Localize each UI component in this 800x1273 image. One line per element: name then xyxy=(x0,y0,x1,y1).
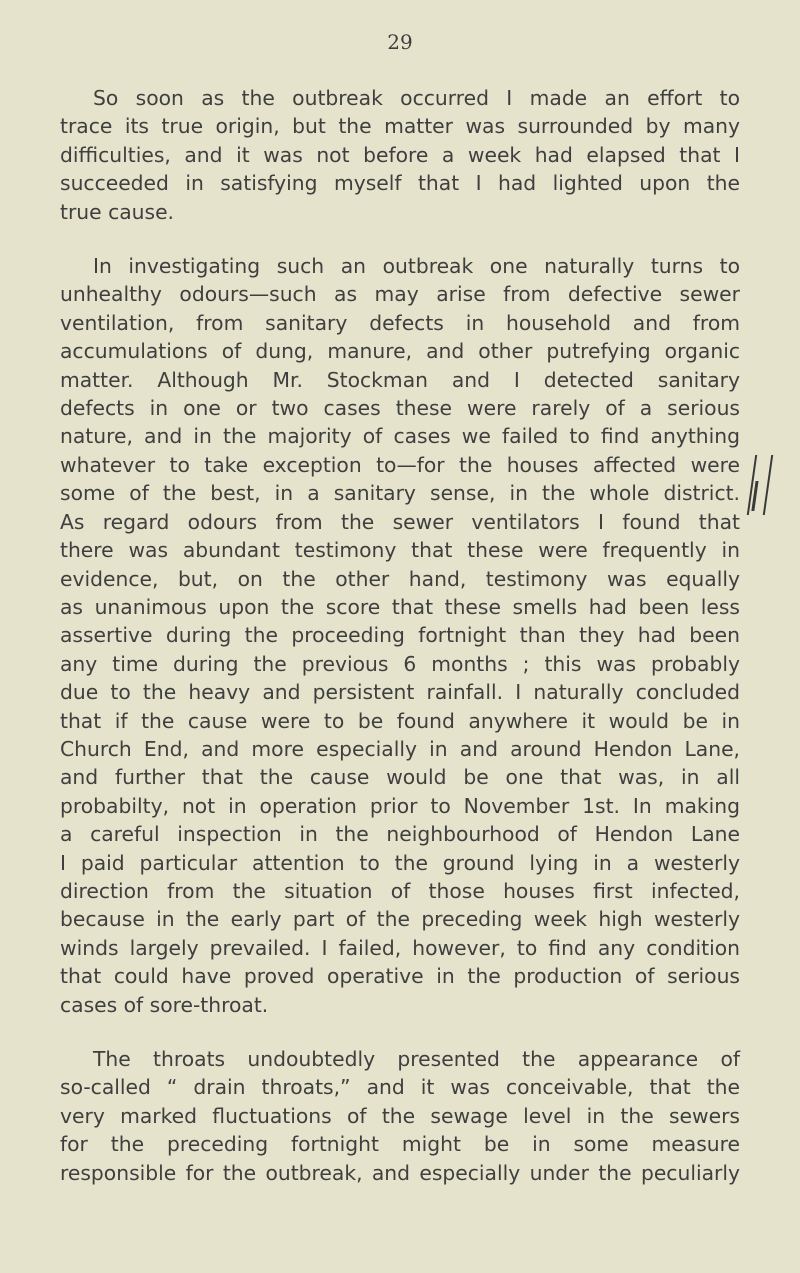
paragraph-gap xyxy=(60,226,740,252)
text-line: succeeded in satisfying myself that I had lighted upon the xyxy=(60,171,740,196)
text-line: because in the early part of the preceding week high westerly xyxy=(60,907,740,932)
text-line: accumulations of dung, manure, and other putrefying organic xyxy=(60,339,740,364)
text-line: whatever to take exception to—for the houses affected were xyxy=(60,452,740,477)
page-number: 29 xyxy=(387,30,413,54)
text-line: due to the heavy and persistent rainfall. I naturally concluded xyxy=(60,680,740,705)
text-line: a careful inspection in the neighbourhood of Hendon Lane xyxy=(60,822,740,847)
text-line: evidence, but, on the other hand, testimony was equally xyxy=(60,566,740,591)
text-line: In investigating such an outbreak one naturally turns to xyxy=(93,254,740,279)
text-line: nature, and in the majority of cases we failed to find anything xyxy=(60,424,740,449)
paragraph-3 xyxy=(60,1045,740,1187)
text-line: responsible for the outbreak, and especially under the peculiarly xyxy=(60,1160,740,1185)
text-line: very marked fluctuations of the sewage level in the sewers xyxy=(60,1103,740,1128)
paragraph-2 xyxy=(60,252,740,1019)
text-line: probabilty, not in operation prior to November 1st. In making xyxy=(60,793,740,818)
handwritten-margin-mark xyxy=(747,455,773,515)
text-line: Church End, and more especially in and around Hendon Lane, xyxy=(60,736,740,761)
text-line: there was abundant testimony that these were frequently in xyxy=(60,538,740,563)
text-line: and further that the cause would be one that was, in all xyxy=(60,765,740,790)
text-line: cases of sore-throat. xyxy=(60,992,269,1017)
text-line: The throats undoubtedly presented the appearance of xyxy=(93,1047,740,1071)
text-line: matter. Although Mr. Stockman and I detected sanitary xyxy=(60,367,740,392)
text-line: unhealthy odours—such as may arise from defective sewer xyxy=(60,282,740,307)
text-line: as unanimous upon the score that these smells had been less xyxy=(60,594,740,619)
text-line: that if the cause were to be found anywhere it would be in xyxy=(60,708,740,733)
text-line: assertive during the proceeding fortnight than they had been xyxy=(60,623,740,648)
text-line: for the preceding fortnight might be in some measure xyxy=(60,1132,740,1157)
body-text xyxy=(60,84,740,1187)
text-line: some of the best, in a sanitary sense, in the whole district. xyxy=(60,481,740,506)
text-line: I paid particular attention to the ground lying in a westerly xyxy=(60,850,740,875)
text-line: ventilation, from sanitary defects in household and from xyxy=(60,310,740,335)
text-line: true cause. xyxy=(60,199,174,224)
text-line: As regard odours from the sewer ventilators I found that xyxy=(60,509,740,534)
text-line: winds largely prevailed. I failed, however, to find any condition xyxy=(60,935,740,960)
text-line: trace its true origin, but the matter was surrounded by many xyxy=(60,114,740,139)
paragraph-1 xyxy=(60,84,740,226)
text-line: defects in one or two cases these were rarely of a serious xyxy=(60,396,740,421)
text-line: direction from the situation of those houses first infected, xyxy=(60,878,740,903)
text-line: so-called “ drain throats,” and it was conceivable, that the xyxy=(60,1075,740,1100)
text-line: difficulties, and it was not before a week had elapsed that I xyxy=(60,142,740,167)
text-line: any time during the previous 6 months ; this was probably xyxy=(60,651,740,676)
text-line: So soon as the outbreak occurred I made an effort to xyxy=(93,86,740,110)
paragraph-gap xyxy=(60,1019,740,1045)
text-line: that could have proved operative in the production of serious xyxy=(60,964,740,989)
